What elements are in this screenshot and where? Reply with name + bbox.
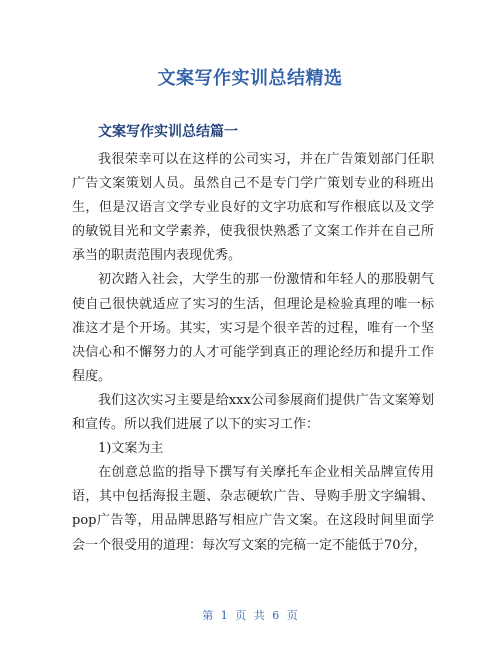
document-body xyxy=(72,148,434,558)
paragraph: 我们这次实习主要是给xxx公司参展商们提供广告文案筹划和宣传。所以我们进展了以下的实习工作： xyxy=(72,392,434,433)
list-heading: 1)文案为主 xyxy=(98,441,164,457)
page-footer: 第 1 页 共 6 页 xyxy=(202,609,298,622)
paragraph: 在创意总监的指导下撰写有关摩托车企业相关品牌宣传用语，其中包括海报主题、杂志硬软广告、导购手册文字编辑、pop广告等，用品牌思路写相应广告文案。在这段时间里面学会一个很受用的道理：每次写文案的完稿一定不能低于70分， xyxy=(72,465,434,553)
document-title: 文案写作实训总结精选 xyxy=(157,68,343,89)
section-heading: 文案写作实训总结篇一 xyxy=(98,124,238,140)
paragraph: 我很荣幸可以在这样的公司实习，并在广告策划部门任职广告文案策划人员。虽然自己不是专门学广策划专业的科班出生，但是汉语言文学专业良好的文字功底和写作根底以及文学的敏锐目光和文学素养，使我很快熟悉了文案工作并在自己所承当的职责范围内表现优秀。 xyxy=(72,152,434,264)
paragraph: 初次踏入社会，大学生的那一份激情和年轻人的那股朝气使自己很快就适应了实习的生活，但理论是检验真理的唯一标准这才是个开场。其实，实习是个很辛苦的过程，唯有一个坚决信心和不懈努力的人才可能学到真正的理论经历和提升工作程度。 xyxy=(72,272,434,384)
